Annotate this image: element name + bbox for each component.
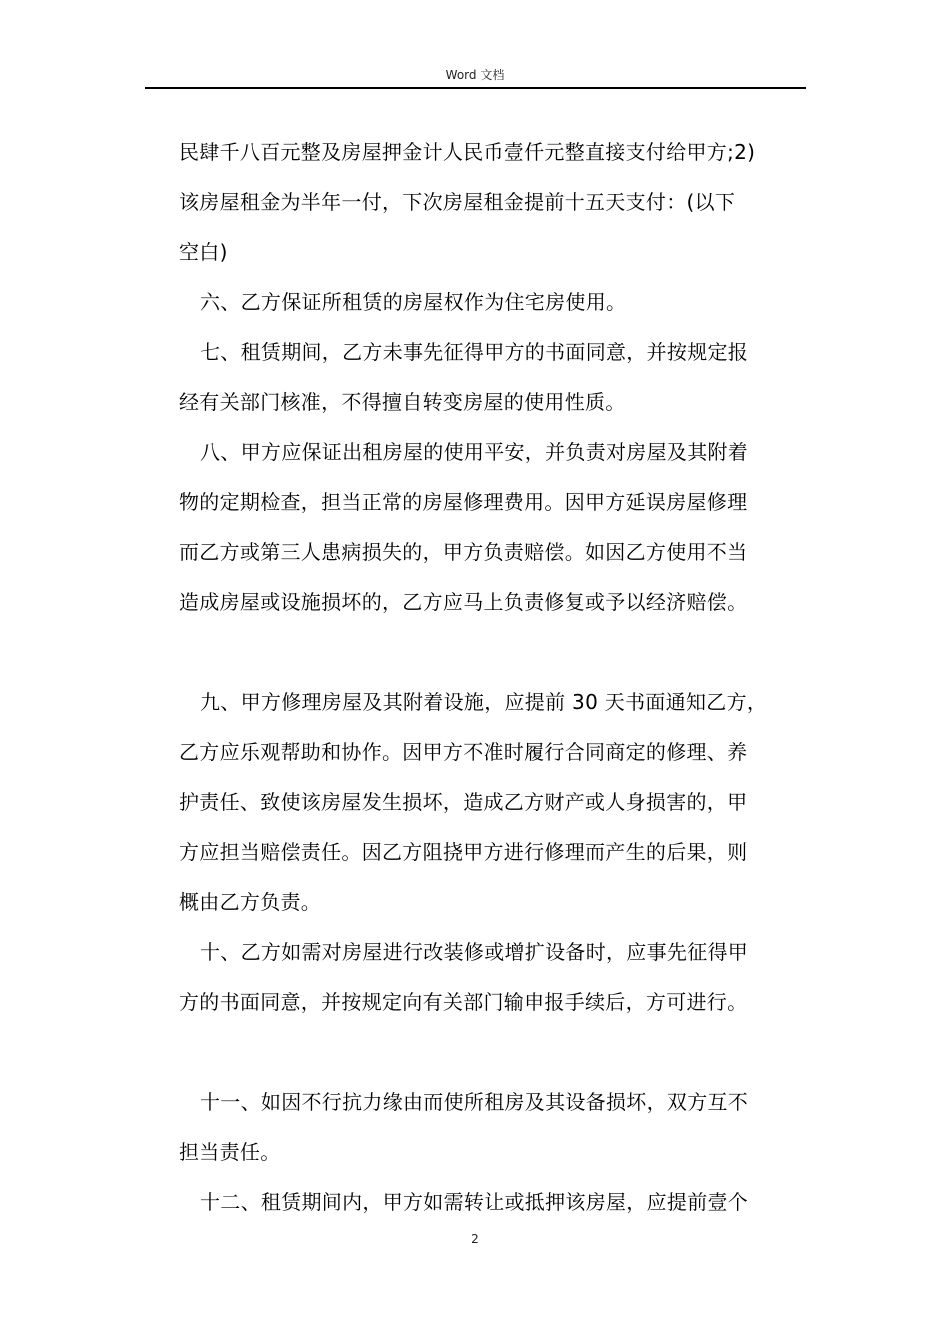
text-line: 民肆千八百元整及房屋押金计人民币壹仟元整直接支付给甲方;2)	[179, 140, 756, 164]
blank-line	[179, 627, 809, 677]
text-line: 十一、如因不行抗力缘由而使所租房及其设备损坏，双方互不	[200, 1090, 749, 1114]
text-line: 方应担当赔偿责任。因乙方阻挠甲方进行修理而产生的后果，则	[179, 840, 748, 864]
text-line: 方的书面同意，并按规定向有关部门输申报手续后，方可进行。	[179, 990, 748, 1014]
text-line: 空白)	[179, 240, 228, 264]
paragraph-clause-6	[179, 277, 809, 327]
page-number-value: 2	[471, 1232, 479, 1246]
paragraph-continuation	[179, 127, 809, 277]
paragraph-clause-11	[179, 1077, 809, 1177]
text-line: 该房屋租金为半年一付，下次房屋租金提前十五天支付：(以下	[179, 190, 736, 214]
paragraph-clause-9	[179, 677, 809, 927]
text-line: 护责任、致使该房屋发生损坏，造成乙方财产或人身损害的，甲	[179, 790, 748, 814]
text-line: 十、乙方如需对房屋进行改装修或增扩设备时，应事先征得甲	[200, 940, 749, 964]
page-header	[0, 66, 950, 84]
text-line: 六、乙方保证所租赁的房屋权作为住宅房使用。	[200, 290, 627, 314]
header-divider	[145, 87, 806, 89]
text-line: 经有关部门核准，不得擅自转变房屋的使用性质。	[179, 390, 626, 414]
document-body	[179, 127, 809, 1227]
text-line: 造成房屋或设施损坏的，乙方应马上负责修复或予以经济赔偿。	[179, 590, 748, 614]
paragraph-clause-12	[179, 1177, 809, 1227]
text-line: 而乙方或第三人患病损失的，甲方负责赔偿。如因乙方使用不当	[179, 540, 748, 564]
text-line: 七、租赁期间，乙方未事先征得甲方的书面同意，并按规定报	[200, 340, 749, 364]
text-line: 担当责任。	[179, 1140, 281, 1164]
text-line: 乙方应乐观帮助和协作。因甲方不准时履行合同商定的修理、养	[179, 740, 748, 764]
text-line: 十二、租赁期间内，甲方如需转让或抵押该房屋，应提前壹个	[200, 1190, 749, 1214]
text-line: 概由乙方负责。	[179, 890, 322, 914]
header-title: Word 文档	[445, 68, 505, 82]
paragraph-clause-7	[179, 327, 809, 427]
text-line: 物的定期检查，担当正常的房屋修理费用。因甲方延误房屋修理	[179, 490, 748, 514]
paragraph-clause-10	[179, 927, 809, 1027]
blank-line	[179, 1027, 809, 1077]
page-number	[0, 1231, 950, 1247]
text-line: 九、甲方修理房屋及其附着设施，应提前 30 天书面通知乙方，	[200, 690, 768, 714]
paragraph-clause-8	[179, 427, 809, 627]
text-line: 八、甲方应保证出租房屋的使用平安，并负责对房屋及其附着	[200, 440, 749, 464]
